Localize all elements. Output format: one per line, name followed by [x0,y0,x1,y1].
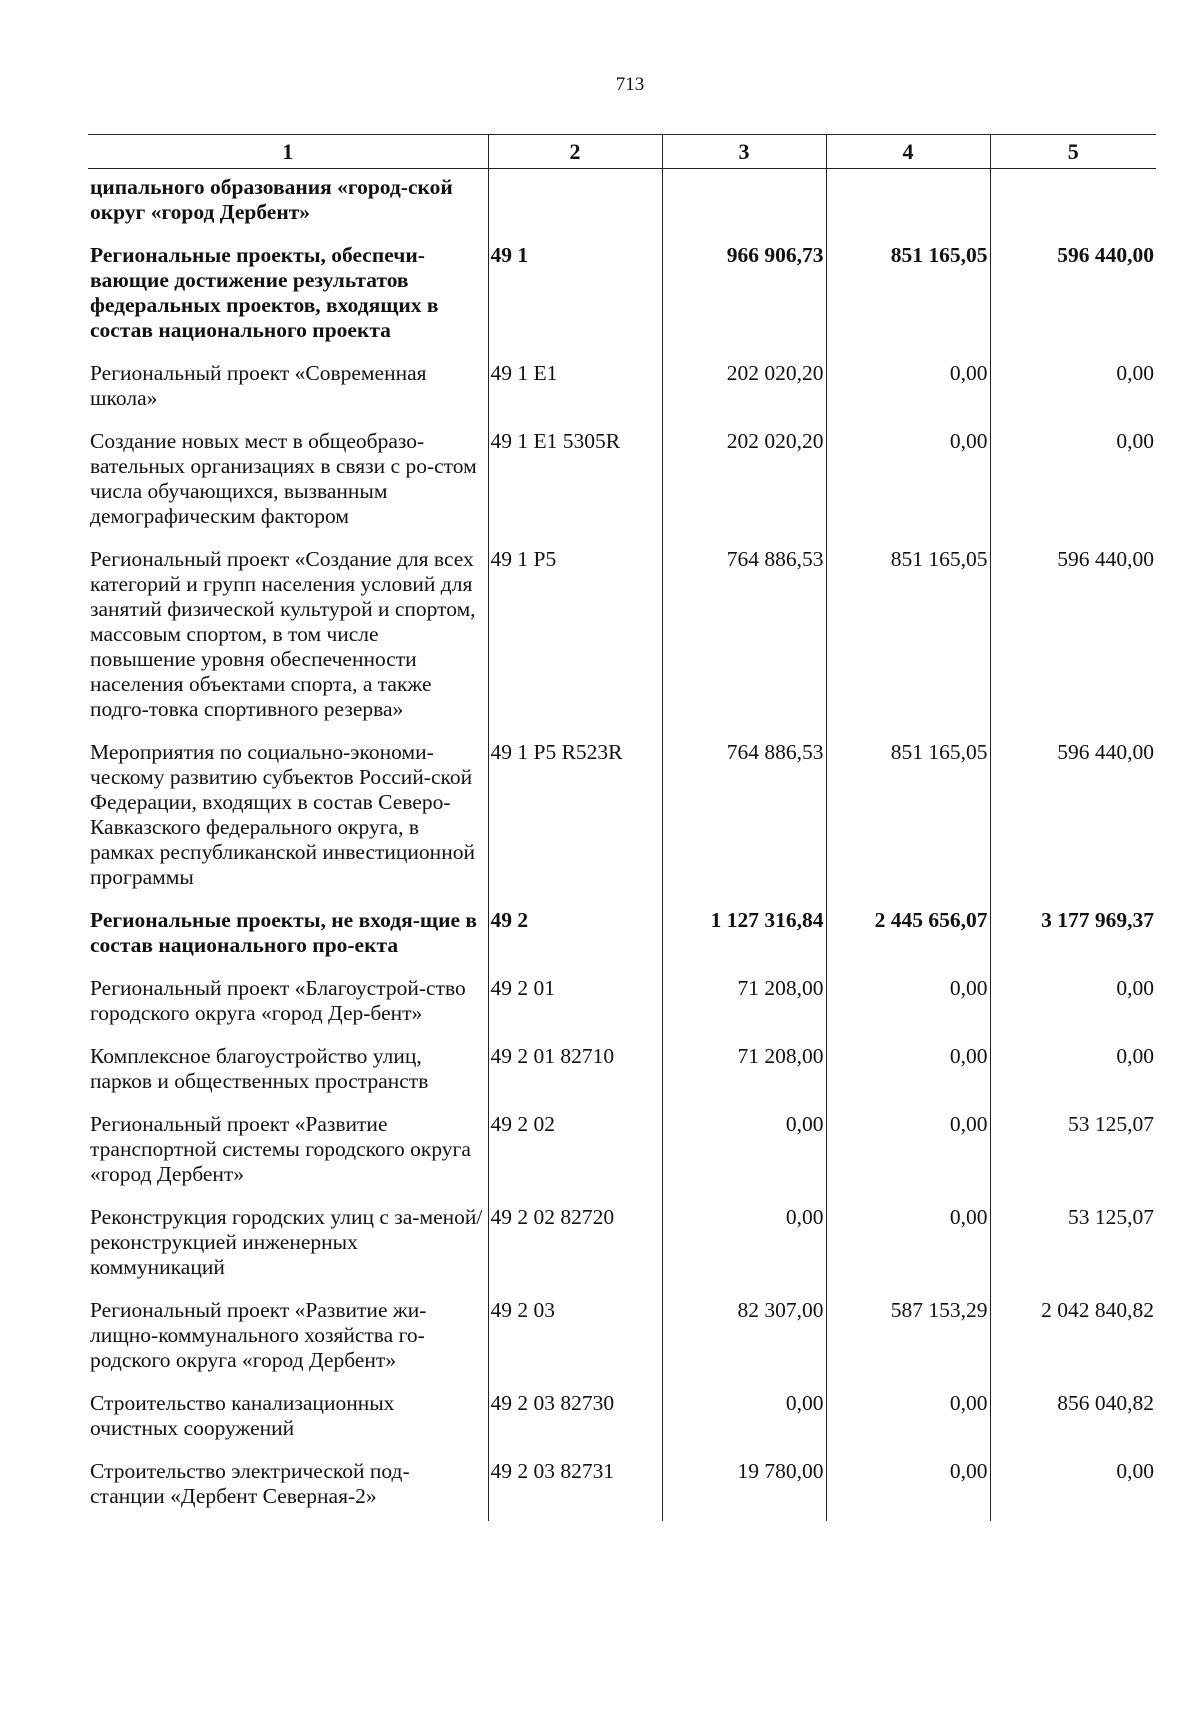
row-value-col5: 53 125,07 [990,1106,1156,1199]
row-value-col5: 856 040,82 [990,1385,1156,1453]
row-name-cell: Региональные проекты, не входя-щие в состав национального про-екта [90,908,477,957]
row-value-col3: 966 906,73 [662,237,826,355]
row-name-cell: Мероприятия по социально-экономи-ческому развитию субъектов Россий-ской Федерации, входящих в состав Северо-Кавказского федерального округа, в рамках республиканской инвестиционной программы [90,740,475,889]
row-value-col5: 0,00 [990,355,1156,423]
budget-table [88,134,1156,1521]
table-row [88,1199,1156,1292]
column-header-5: 5 [990,135,1156,169]
table-row [88,1385,1156,1453]
row-value-col5: 596 440,00 [990,734,1156,902]
row-code-cell: 49 2 02 [488,1106,662,1199]
row-value-col5: 2 042 840,82 [990,1292,1156,1385]
row-name-cell: Строительство канализационных очистных сооружений [90,1391,395,1440]
table-row [88,734,1156,902]
row-value-col3: 764 886,53 [662,541,826,734]
row-name-cell: ципального образования «город-ской округ «город Дербент» [90,175,453,224]
row-value-col4: 0,00 [826,1453,990,1521]
row-name-cell: Региональные проекты, обеспечи-вающие достижение результатов федеральных проектов, входящих в состав национального проекта [90,243,439,342]
row-value-col4: 0,00 [826,1038,990,1106]
header-row [88,135,1156,169]
row-value-col4: 0,00 [826,1199,990,1292]
row-name-cell: Создание новых мест в общеобразо-вательных организациях в связи с ро-стом числа обучающихся, вызванным демографическим фактором [90,429,477,528]
row-value-col4: 587 153,29 [826,1292,990,1385]
row-code-cell: 49 2 01 [488,970,662,1038]
row-value-col5 [990,169,1156,238]
row-code-cell: 49 2 02 82720 [488,1199,662,1292]
row-code-cell: 49 2 03 82730 [488,1385,662,1453]
row-value-col3: 1 127 316,84 [662,902,826,970]
row-value-col3: 0,00 [662,1106,826,1199]
row-value-col5: 0,00 [990,423,1156,541]
row-name-cell: Реконструкция городских улиц с за-меной/реконструкцией инженерных коммуникаций [90,1205,483,1279]
row-value-col3: 19 780,00 [662,1453,826,1521]
table-row [88,237,1156,355]
column-header-4: 4 [826,135,990,169]
table-row [88,1453,1156,1521]
row-name-cell: Региональный проект «Создание для всех категорий и групп населения условий для занятий физической культурой и спортом, массовым спортом, в том числе повышение уровня обеспеченности населения объектами спорта, а также подго-товка спортивного резерва» [90,547,476,721]
table-header [88,135,1156,169]
row-value-col4: 851 165,05 [826,541,990,734]
row-name-cell: Региональный проект «Благоустрой-ство городского округа «город Дер-бент» [90,976,466,1025]
row-value-col3: 202 020,20 [662,423,826,541]
row-value-col4: 0,00 [826,355,990,423]
row-code-cell: 49 2 [488,902,662,970]
row-value-col3: 0,00 [662,1385,826,1453]
row-code-cell: 49 1 P5 R523R [488,734,662,902]
row-value-col3: 764 886,53 [662,734,826,902]
table-row [88,423,1156,541]
row-name-cell: Региональный проект «Современная школа» [90,361,427,410]
row-value-col4: 0,00 [826,1385,990,1453]
row-code-cell: 49 1 [488,237,662,355]
row-value-col4: 0,00 [826,1106,990,1199]
table-row [88,1106,1156,1199]
table-row [88,355,1156,423]
row-value-col3: 0,00 [662,1199,826,1292]
row-code-cell: 49 1 E1 5305R [488,423,662,541]
row-value-col4: 851 165,05 [826,734,990,902]
row-value-col5: 53 125,07 [990,1199,1156,1292]
row-value-col5: 596 440,00 [990,541,1156,734]
table-row [88,902,1156,970]
row-value-col5: 0,00 [990,1038,1156,1106]
table-row [88,1038,1156,1106]
row-code-cell: 49 1 P5 [488,541,662,734]
row-name-cell: Комплексное благоустройство улиц, парков и общественных пространств [90,1044,429,1093]
row-value-col5: 0,00 [990,970,1156,1038]
column-header-3: 3 [662,135,826,169]
row-code-cell [488,169,662,238]
row-code-cell: 49 2 01 82710 [488,1038,662,1106]
row-value-col3: 71 208,00 [662,1038,826,1106]
row-name-cell: Региональный проект «Развитие жи-лищно-коммунального хозяйства го-родского округа «город Дербент» [90,1298,427,1372]
row-value-col5: 596 440,00 [990,237,1156,355]
row-value-col3: 202 020,20 [662,355,826,423]
table-row [88,541,1156,734]
row-code-cell: 49 2 03 82731 [488,1453,662,1521]
table-row [88,970,1156,1038]
row-value-col4 [826,169,990,238]
row-value-col3: 71 208,00 [662,970,826,1038]
column-header-2: 2 [488,135,662,169]
row-value-col3 [662,169,826,238]
row-value-col4: 2 445 656,07 [826,902,990,970]
row-value-col5: 3 177 969,37 [990,902,1156,970]
row-value-col4: 851 165,05 [826,237,990,355]
row-code-cell: 49 2 03 [488,1292,662,1385]
row-value-col4: 0,00 [826,970,990,1038]
row-value-col3: 82 307,00 [662,1292,826,1385]
row-value-col5: 0,00 [990,1453,1156,1521]
table-body [88,169,1156,1522]
row-value-col4: 0,00 [826,423,990,541]
column-header-1: 1 [88,135,488,169]
table-row [88,169,1156,238]
row-name-cell: Строительство электрической под-станции «Дербент Северная-2» [90,1459,410,1508]
row-code-cell: 49 1 E1 [488,355,662,423]
page-number: 713 [615,74,645,95]
row-name-cell: Региональный проект «Развитие транспортной системы городского округа «город Дербент» [90,1112,471,1186]
table-row [88,1292,1156,1385]
